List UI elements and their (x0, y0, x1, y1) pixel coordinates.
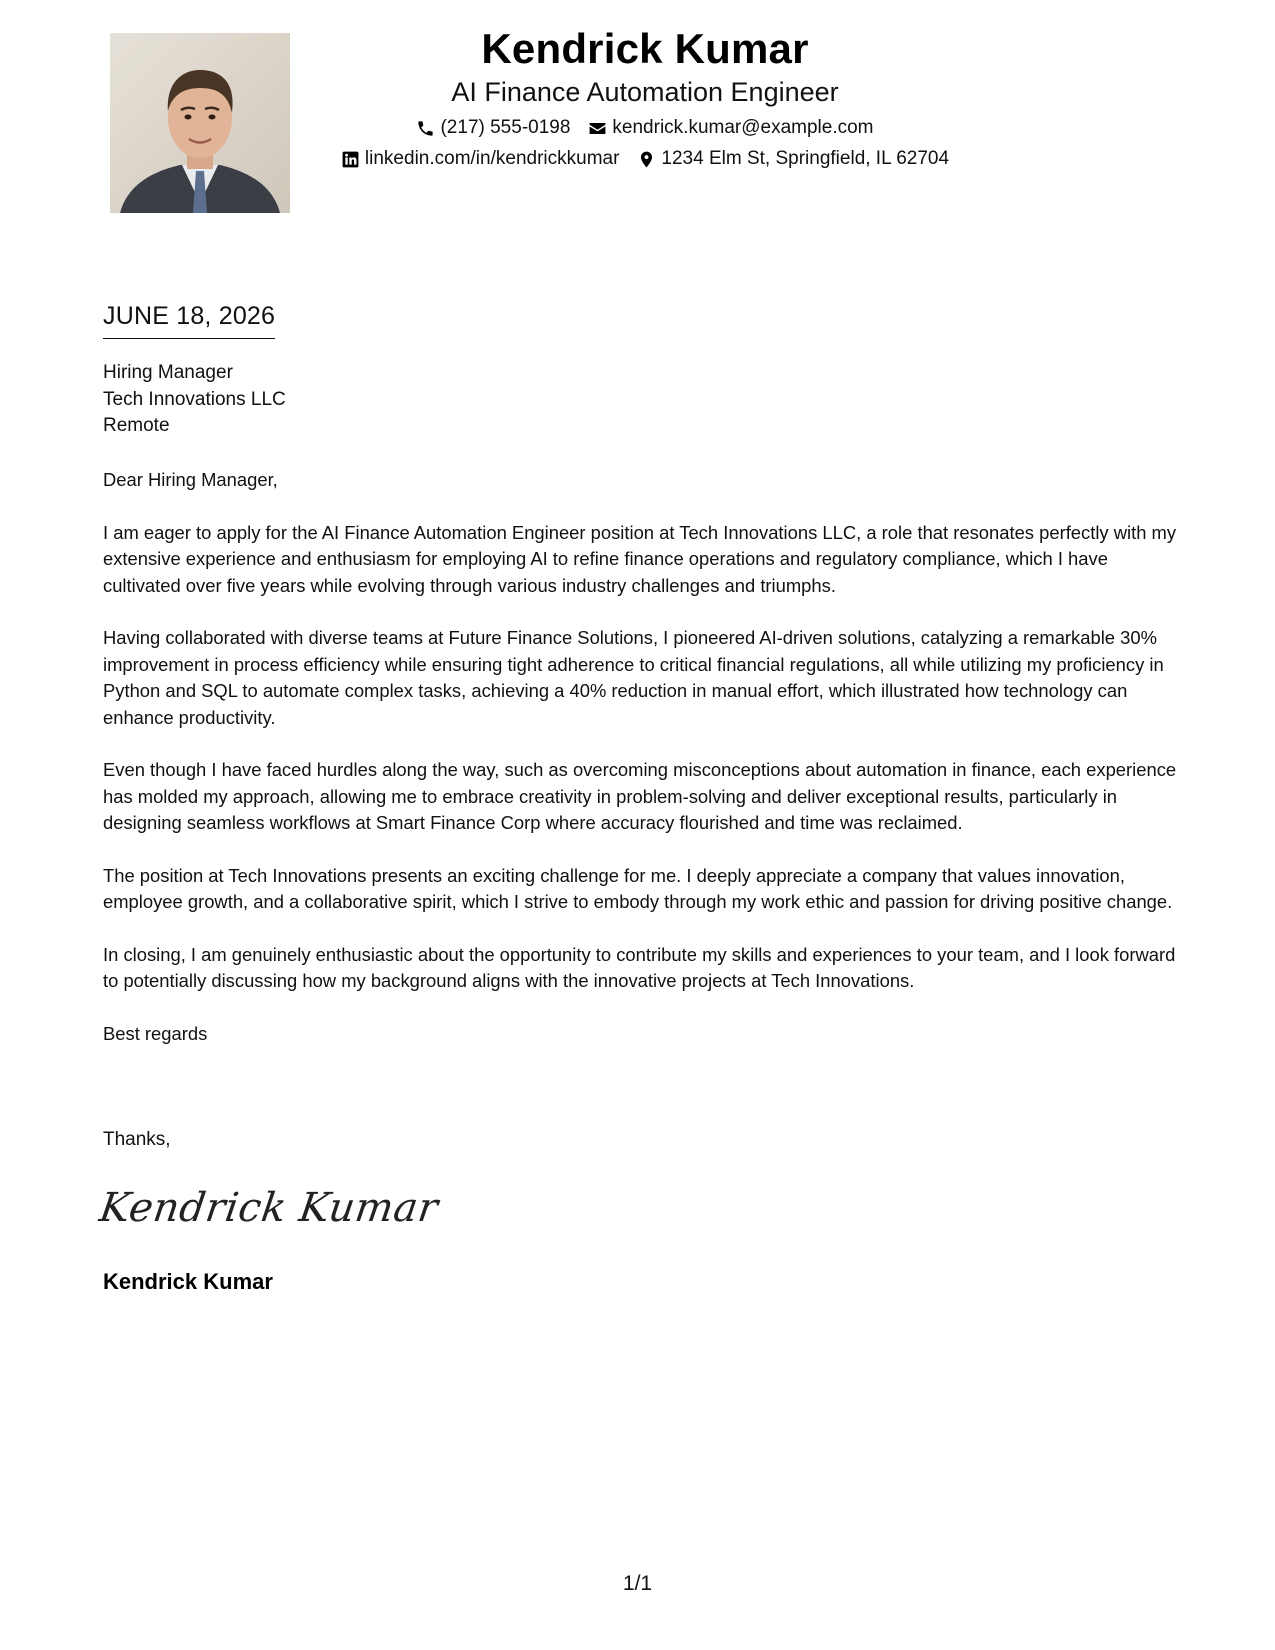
thanks-line: Thanks, (103, 1129, 171, 1150)
address-text: 1234 Elm St, Springfield, IL 62704 (661, 148, 950, 169)
phone-icon (416, 119, 435, 138)
applicant-name: Kendrick Kumar (481, 25, 809, 72)
recipient-line: Remote (103, 415, 170, 436)
header (290, 22, 1000, 171)
contact-phone[interactable] (416, 116, 570, 140)
phone-text: (217) 555-0198 (440, 117, 571, 138)
body-paragraph: The position at Tech Innovations presents an exciting challenge for me. I deeply appreciate a company that values innovation, employee growth, and a collaborative spirit, which I strive to embody through my work ethic and passion for driving positive change. (103, 864, 1173, 912)
profile-photo-illustration (110, 33, 290, 213)
letter-date: JUNE 18, 2026 (103, 300, 275, 339)
contact-row-primary (290, 116, 1000, 140)
contact-row-secondary (290, 147, 1000, 171)
contact-email[interactable] (588, 116, 873, 140)
recipient-block (103, 360, 286, 440)
body-paragraph: In closing, I am genuinely enthusiastic about the opportunity to contribute my skills and experiences to your team, and I look forward to potentially discussing how my background aligns with the innovative projects at Tech Innovations. (103, 943, 1176, 991)
handwritten-signature: Kendrick Kumar (96, 1185, 442, 1231)
letter-body (103, 467, 1183, 1073)
recipient-line: Tech Innovations LLC (103, 388, 286, 410)
recipient-line: Hiring Manager (103, 362, 233, 383)
profile-photo (110, 33, 290, 213)
envelope-icon (588, 119, 607, 138)
email-text: kendrick.kumar@example.com (612, 117, 874, 138)
linkedin-icon (341, 150, 360, 169)
contact-address (637, 147, 949, 171)
page-number: 1/1 (622, 1572, 653, 1595)
signer-name: Kendrick Kumar (103, 1269, 273, 1294)
job-title: AI Finance Automation Engineer (451, 77, 839, 107)
body-paragraph: I am eager to apply for the AI Finance Automation Engineer position at Tech Innovations LLC, a role that resonates perfectly with my extensive experience and enthusiasm for employing AI to refine finance operations and regulatory compliance, which I have cultivated over five years while evolving through various industry challenges and triumphs. (103, 521, 1177, 596)
body-paragraph: Even though I have faced hurdles along the way, such as overcoming misconceptions about automation in finance, each experience has molded my approach, allowing me to embrace creativity in problem-solving and deliver exceptional results, particularly in designing seamless workflows at Smart Finance Corp where accuracy flourished and time was reclaimed. (103, 759, 1177, 833)
linkedin-text: linkedin.com/in/kendrickkumar (364, 148, 620, 169)
closing: Best regards (103, 1022, 208, 1044)
contact-linkedin[interactable] (341, 147, 620, 171)
body-paragraph: Having collaborated with diverse teams at Future Finance Solutions, I pioneered AI-driven solutions, catalyzing a remarkable 30% improvement in process efficiency while ensuring tight adherence to critical financial regulations, all while utilizing my proficiency in Python and SQL to automate complex tasks, achieving a 40% reduction in manual effort, which illustrated how technology can enhance productivity. (103, 627, 1164, 728)
salutation: Dear Hiring Manager, (103, 469, 278, 490)
map-pin-icon (637, 150, 656, 169)
